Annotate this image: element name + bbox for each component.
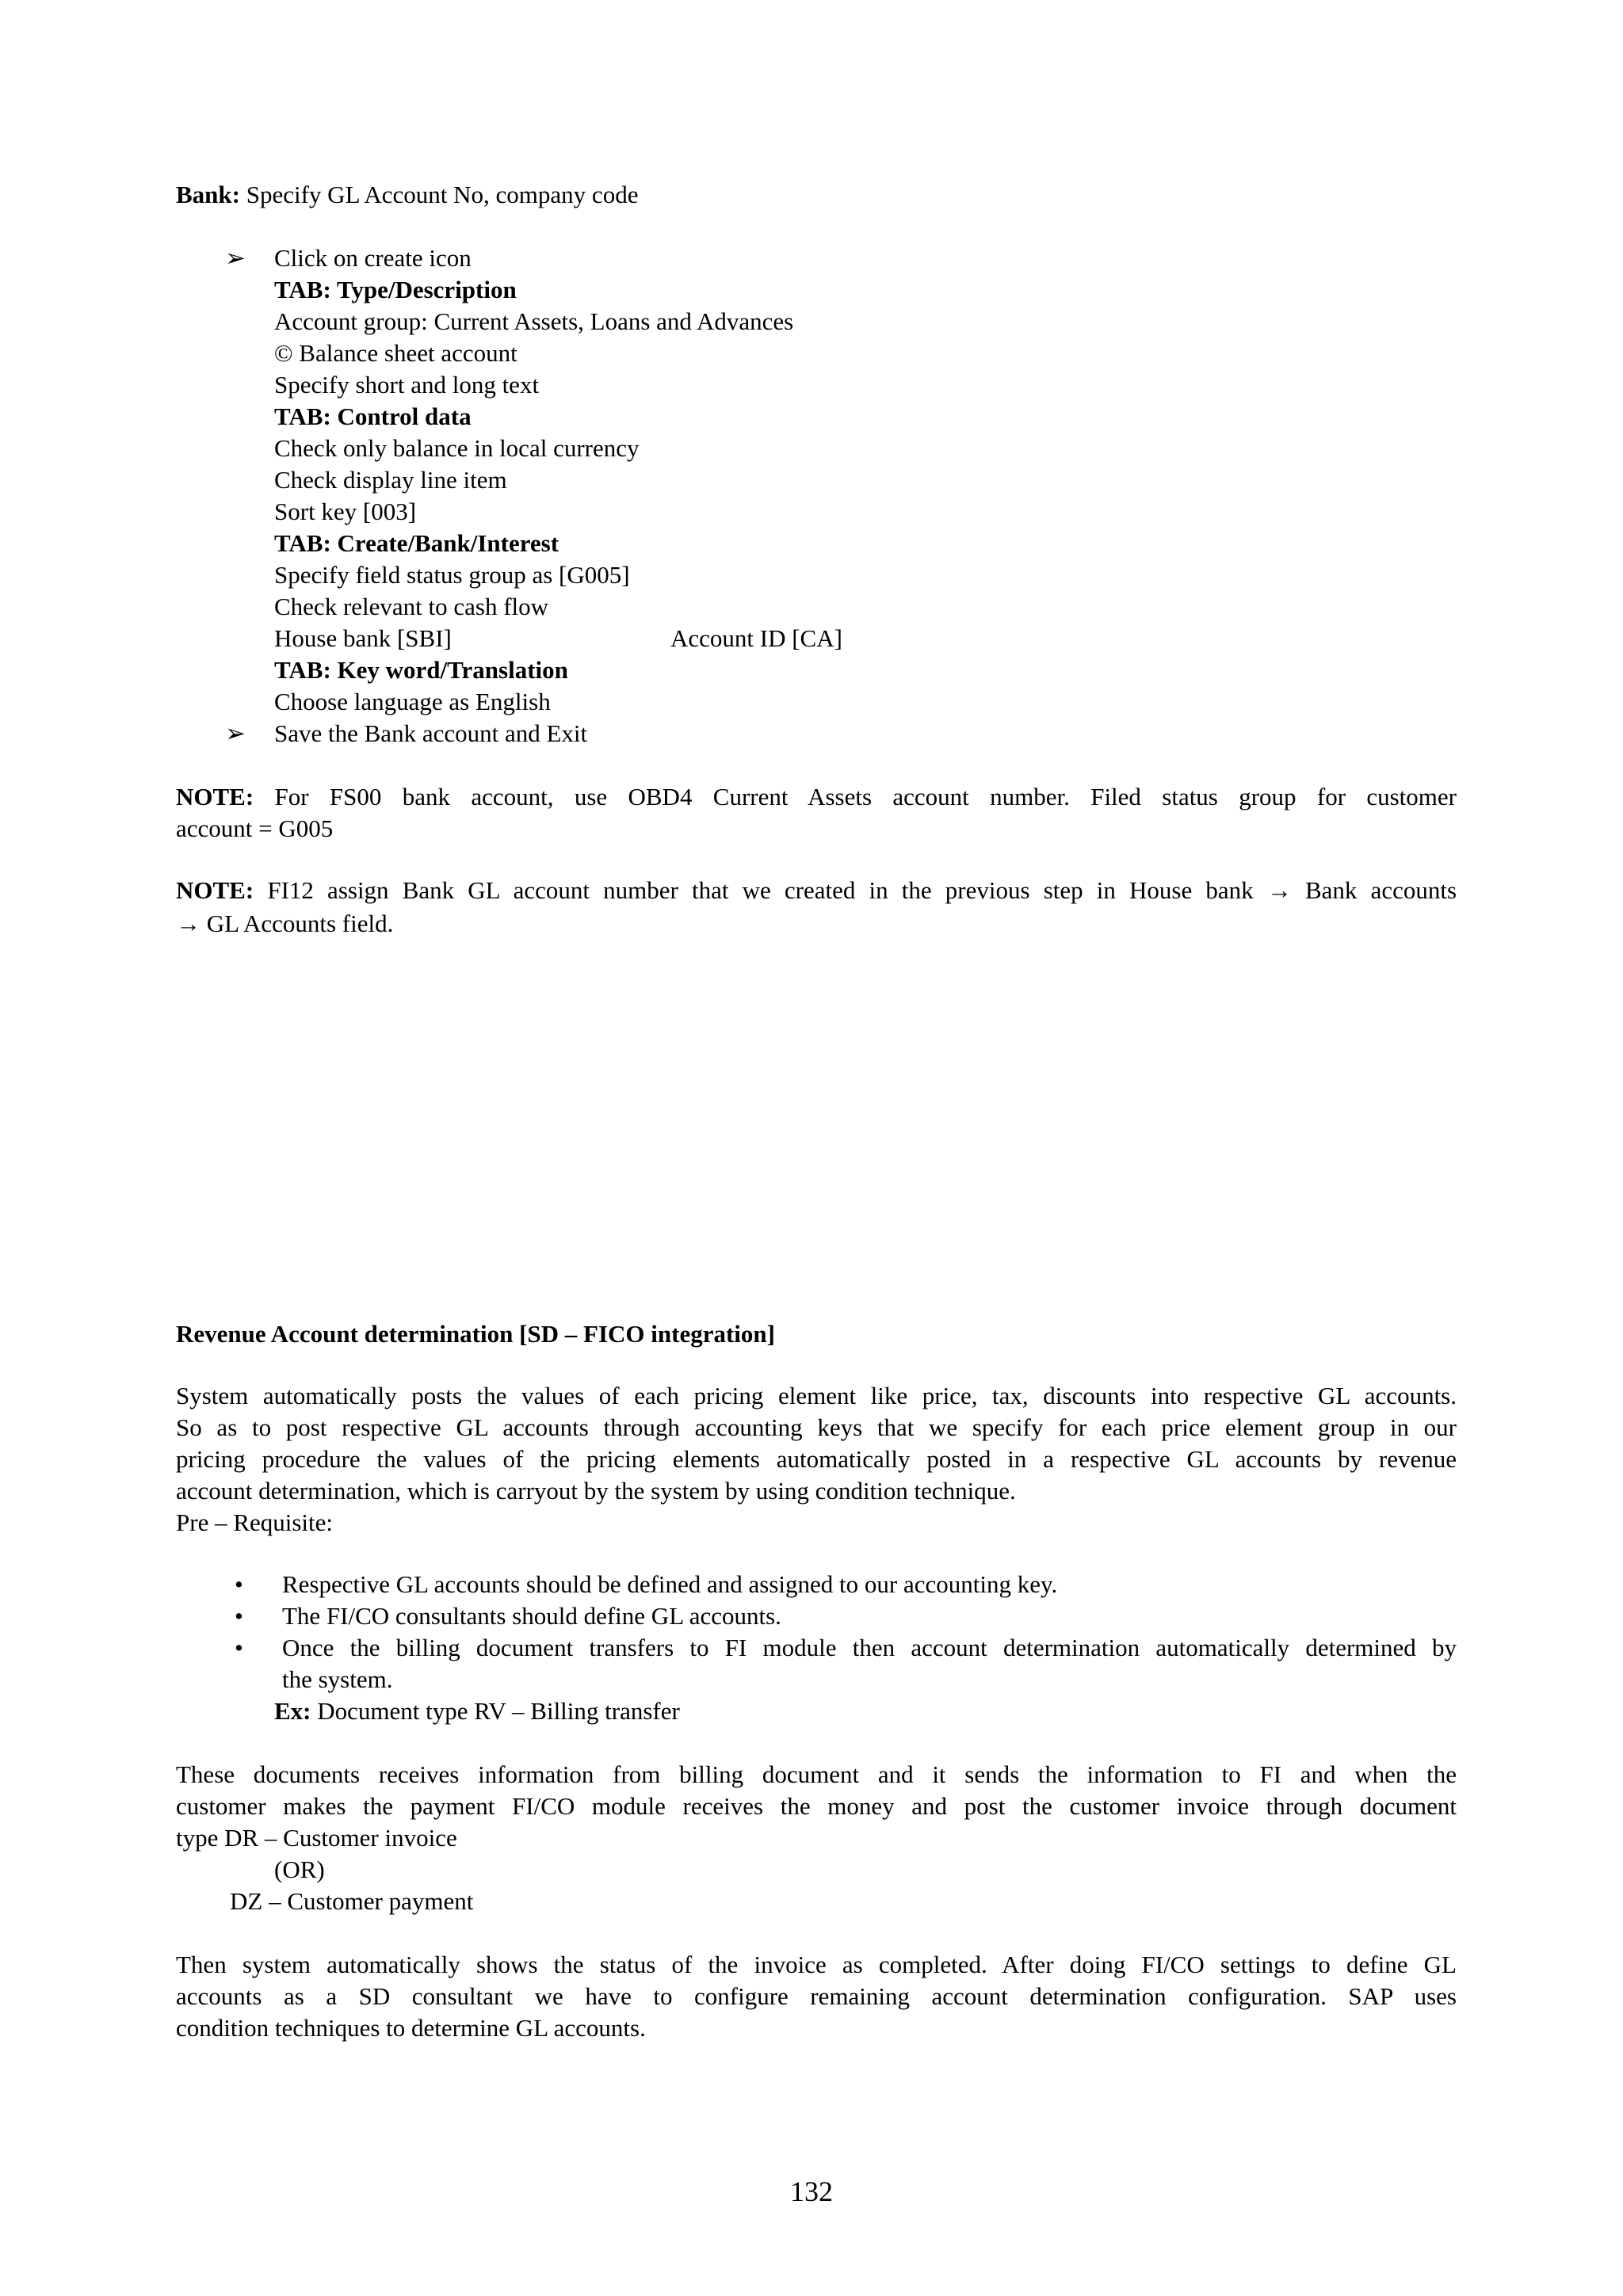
prereq-bullet1: Respective GL accounts should be defined and assigned to our accounting key. <box>282 1570 1058 1598</box>
language-line: Choose language as English <box>274 688 551 715</box>
arrow-right-icon: → <box>176 910 200 937</box>
note2-line2 <box>176 908 393 940</box>
page-number: 132 <box>790 2176 833 2207</box>
revenue-para1-line3: pricing procedure the values of the pricing elements automatically posted in a respective GL accounts by revenue <box>176 1445 1457 1473</box>
arrow-bullet-icon: ➢ <box>225 244 246 272</box>
note1-label: NOTE: <box>176 783 254 810</box>
note2-line1 <box>176 875 1457 906</box>
revenue-para3-line2: accounts as a SD consultant we have to configure remaining account determination configuration. SAP uses <box>176 1982 1457 2010</box>
field-status-group-line: Specify field status group as [G005] <box>274 561 630 589</box>
step-save-exit: Save the Bank account and Exit <box>274 719 588 747</box>
revenue-para1-line2: So as to post respective GL accounts through accounting keys that we specify for each price element group in our <box>176 1413 1457 1441</box>
note2-label: NOTE: <box>176 876 254 904</box>
tab-keyword-translation-heading: TAB: Key word/Translation <box>274 656 568 684</box>
step-click-create: Click on create icon <box>274 244 472 272</box>
balance-sheet-line: © Balance sheet account <box>274 339 517 367</box>
sort-key-line: Sort key [003] <box>274 498 417 525</box>
revenue-para1-line4: account determination, which is carryout by the system by using condition technique. <box>176 1477 1016 1505</box>
example-text: Document type RV – Billing transfer <box>317 1697 680 1725</box>
balance-local-currency-line: Check only balance in local currency <box>274 434 640 462</box>
revenue-para3-line3: condition techniques to determine GL accounts. <box>176 2014 646 2042</box>
note2-text-a: FI12 assign Bank GL account number that we created in the previous step in House bank <box>267 876 1254 904</box>
tab-create-bank-interest-heading: TAB: Create/Bank/Interest <box>274 529 559 557</box>
account-group-line: Account group: Current Assets, Loans and Advances <box>274 307 794 335</box>
prereq-bullet3-line1: Once the billing document transfers to FI module then account determination automatically determined by <box>282 1634 1457 1661</box>
or-line: (OR) <box>274 1855 325 1883</box>
bank-heading: Bank: <box>176 181 240 208</box>
prereq-bullet2: The FI/CO consultants should define GL accounts. <box>282 1602 781 1630</box>
prerequisite-label: Pre – Requisite: <box>176 1508 334 1536</box>
revenue-para3-line1: Then system automatically shows the status of the invoice as completed. After doing FI/CO settings to define GL <box>176 1951 1457 1978</box>
cash-flow-line: Check relevant to cash flow <box>274 593 549 620</box>
display-line-item-line: Check display line item <box>274 466 507 494</box>
prereq-bullet3-line2: the system. <box>282 1665 393 1693</box>
bank-intro-text: Specify GL Account No, company code <box>246 181 639 208</box>
account-id-line: Account ID [CA] <box>670 624 842 652</box>
arrow-bullet-icon: ➢ <box>225 719 246 747</box>
example-line <box>274 1695 680 1727</box>
bullet-icon: • <box>235 1634 243 1661</box>
dz-line: DZ – Customer payment <box>230 1887 474 1915</box>
note1-text: For FS00 bank account, use OBD4 Current Assets account number. Filed status group for customer <box>274 783 1457 810</box>
revenue-heading: Revenue Account determination [SD – FICO integration] <box>176 1320 775 1348</box>
short-long-text-line: Specify short and long text <box>274 371 540 399</box>
revenue-para2-line1: These documents receives information from billing document and it sends the information to FI and when the <box>176 1760 1457 1788</box>
tab-control-data-heading: TAB: Control data <box>274 402 472 430</box>
tab-type-description-heading: TAB: Type/Description <box>274 276 517 303</box>
bullet-icon: • <box>235 1570 243 1598</box>
revenue-para2-line2: customer makes the payment FI/CO module receives the money and post the customer invoice through document <box>176 1792 1457 1820</box>
note2-text-c: GL Accounts field. <box>206 910 394 937</box>
note1-line2: account = G005 <box>176 814 334 842</box>
arrow-right-icon: → <box>1266 876 1292 904</box>
note2-text-b: Bank accounts <box>1304 876 1457 904</box>
house-bank-line: House bank [SBI] <box>274 624 452 652</box>
example-label: Ex: <box>274 1697 311 1725</box>
note1-line1 <box>176 781 1457 813</box>
revenue-para2-line3: type DR – Customer invoice <box>176 1824 457 1852</box>
bank-intro <box>176 179 638 211</box>
bullet-icon: • <box>235 1602 243 1630</box>
revenue-para1-line1: System automatically posts the values of each pricing element like price, tax, discounts into respective GL accounts. <box>176 1382 1457 1409</box>
